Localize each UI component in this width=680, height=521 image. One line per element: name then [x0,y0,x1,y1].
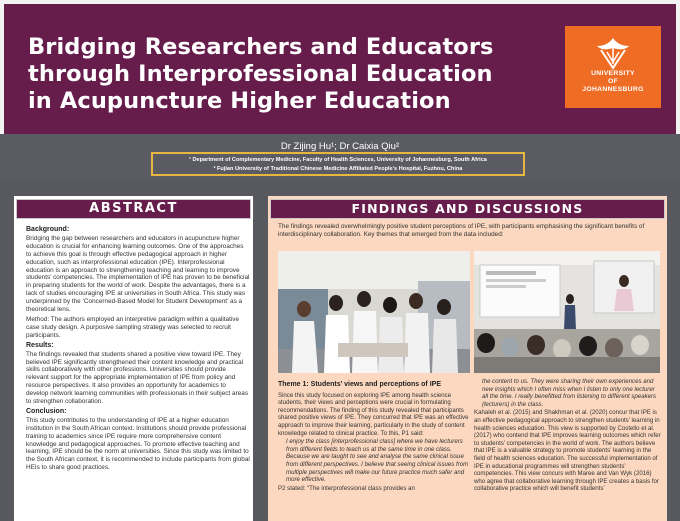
title-line: Bridging Researchers and Educators [28,34,494,60]
photo-clinical-class [278,251,470,373]
results-paragraph: The findings revealed that students shared a positive view toward IPE. They believed IPE significantly strengthened their content knowledge and practical skills collaboratively with other professions. Universities should provide relevant support for the appropriate implementation of IPE from policy and resource perspectives. It also provides an opportunity for academics to develop network learning communities with professionals in their subject areas to strengthen collaboration. [26,350,249,406]
background-paragraph: Bridging the gap between researchers and educators in acupuncture higher education is crucial for enhancing learning outcomes. One of the approaches to achieve this goal is through effective pedagogical approach in higher education, such as interprofessional education (IPE). Interprofessional education is an approach to strengthening teaching and learning to improve students’ competencies. The implementation of IPE has proven to be beneficial in preparing students for the world of work. Despite the advantages, there is a lack of studies encouraging IPE at universities in South Africa. This study was underpinned by the ‘Concerned-Based Model for Student Development’ as a theoretical lens. [26,234,250,314]
method-paragraph: Method: The authors employed an interpretive paradigm within a qualitative case study design. A purposive sampling strategy was selected to recruit participants. [26,315,240,339]
logo-text-johannesburg: JOHANNESBURG [582,86,644,93]
logo-text-of: OF [607,78,619,85]
conclusion-heading: Conclusion: [26,407,67,415]
affiliation-1: ¹ Department of Complementary Medicine, Faculty of Health Sciences, University of Johannesburg, South Africa [189,157,487,163]
photo-lecture-hall [474,251,660,373]
findings-column-2 [474,378,662,494]
conclusion-paragraph: This study contributes to the understanding of IPE at a higher education institution in the South African context. Institutions should provide professional training to academics since IPE require more comprehensive content knowledge and pedagogical approaches. To promote effective teaching and learning, IPE should be the norm at universities. Since this study was limited to the South African context, it is recommended to include participants from global HEIs to share good practices. [26,416,250,472]
abstract-heading: ABSTRACT [16,199,251,219]
poster-title [28,34,548,115]
title-line: in Acupuncture Higher Education [28,88,451,114]
crest-icon [593,34,633,70]
quote-p2: the content to us. They were sharing their own experiences and new insights which I often miss when I listen to only one lecturer all the time. I really benefitted from listening to different speakers (lecturers) in the class. [482,378,657,408]
abstract-body [26,224,250,474]
quote-p1: I enjoy the class [interprofessional class] where we have lecturers from different fields to teach us at the same time in one class. Because we are taught to see and analyse the same clinical issue from different perspectives. I believe that seeing clinical issues from multiple perspectives will make our future practice much safer and more effective. [286,438,469,484]
clinical-class-image [278,251,470,373]
university-logo [565,26,661,108]
findings-column-1 [278,381,472,493]
findings-intro: The findings revealed overwhelmingly positive student perceptions of IPE, with participants emphasising the significant benefits of interdisciplinary collaboration. Key themes that emerged from the data included: [278,223,645,238]
findings-heading: FINDINGS AND DISCUSSIONS [270,199,665,219]
p2-intro: P2 stated: “The interprofessional class provides an [278,484,415,492]
background-heading: Background: [26,226,70,233]
authors-line: Dr Zijing Hu¹; Dr Caixia Qiu² [280,141,400,152]
results-heading: Results: [26,341,54,349]
theme1-paragraph: Since this study focused on exploring IPE among health science students, their views and perceptions were crucial in formulating recommendations. The finding of this study revealed that participants shared positive views of IPE. They concurred that IPE was an effective approach to improve their learning, particularly in the study of content knowledge related to clinical practice. To this, P1 said: [278,391,469,437]
header-band [0,0,680,134]
affiliations-box [151,152,525,176]
logo-text-university: UNIVERSITY [591,70,635,77]
affiliation-2: ² Fujian University of Traditional Chinese Medicine Affiliated People’s Hospital, Fuzhou, China [213,166,463,172]
title-line: through Interprofessional Education [28,61,493,87]
theme1-title: Theme 1: Students’ views and perceptions of IPE [278,381,441,388]
literature-paragraph: Kahaleh et al. (2015) and Shakhman et al. (2020) concur that IPE is an effective pedagogical approach to strengthen students’ learning in health sciences education. This view is supported by Costello et al. (2017) who contend that IPE improves learning outcomes which refer to students’ competencies in the world of work. The authors believe that IPE is a valuable strategy to promote students’ learning in the field of health sciences education. The successful implementation of IPE in educational programmes will strengthen students’ competencies. This view concurs with Maree and Van Wyk (2016) who agree that collaborative learning through IPE creates a basis for collaborative practice which will benefit students’ [474,409,661,493]
lecture-hall-image [474,251,660,373]
